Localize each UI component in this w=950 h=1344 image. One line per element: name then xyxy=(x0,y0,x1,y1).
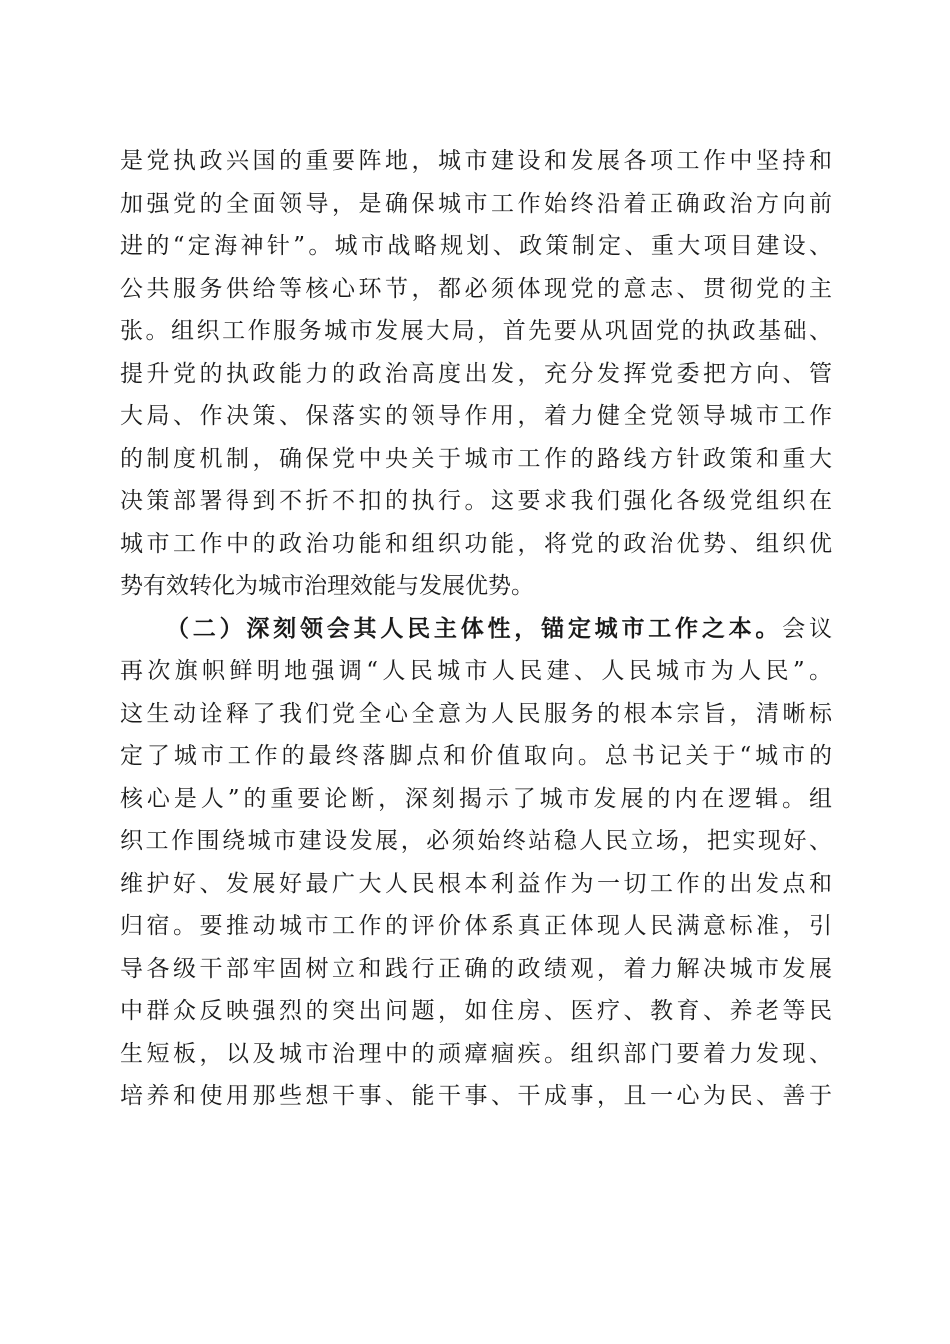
text-line: 城市工作中的政治功能和组织功能，将党的政治优势、组织优 xyxy=(120,530,832,557)
text-line: 织工作围绕城市建设发展，必须始终站稳人民立场，把实现好、 xyxy=(120,828,832,854)
paragraph-2 xyxy=(120,608,832,1118)
text-line: 核心是人”的重要论断，深刻揭示了城市发展的内在逻辑。组 xyxy=(120,785,832,812)
paragraph-1 xyxy=(120,140,832,608)
text-line: 大局、作决策、保落实的领导作用，着力健全党领导城市工作 xyxy=(120,403,832,429)
text-line: 提升党的执政能力的政治高度出发，充分发挥党委把方向、管 xyxy=(120,360,832,387)
text-line: 中群众反映强烈的突出问题，如住房、医疗、教育、养老等民 xyxy=(120,998,832,1024)
text-line: 导各级干部牢固树立和践行正确的政绩观，着力解决城市发展 xyxy=(120,955,832,982)
text-line: 生短板，以及城市治理中的顽瘴痼疾。组织部门要着力发现、 xyxy=(120,1040,832,1067)
text-line: 进的“定海神针”。城市战略规划、政策制定、重大项目建设、 xyxy=(120,233,832,259)
text-line: 这生动诠释了我们党全心全意为人民服务的根本宗旨，清晰标 xyxy=(120,700,832,727)
text-line: 势有效转化为城市治理效能与发展优势。 xyxy=(120,573,534,599)
text-line: 再次旗帜鲜明地强调“人民城市人民建、人民城市为人民”。 xyxy=(120,658,832,684)
heading-line xyxy=(120,608,832,651)
text-line: 公共服务供给等核心环节，都必须体现党的意志、贯彻党的主 xyxy=(120,275,832,302)
text-line: 培养和使用那些想干事、能干事、干成事，且一心为民、善于 xyxy=(120,1083,832,1109)
heading-line-rest: 会议 xyxy=(782,615,833,642)
text-line: 加强党的全面领导，是确保城市工作始终沿着正确政治方向前 xyxy=(120,190,832,217)
text-line: 定了城市工作的最终落脚点和价值取向。总书记关于“城市的 xyxy=(120,743,832,769)
section-heading: （二）深刻领会其人民主体性，锚定城市工作之本。 xyxy=(166,615,783,642)
text-line: 的制度机制，确保党中央关于城市工作的路线方针政策和重大 xyxy=(120,445,832,472)
text-line: 张。组织工作服务城市发展大局，首先要从巩固党的执政基础、 xyxy=(120,318,832,344)
text-line: 维护好、发展好最广大人民根本利益作为一切工作的出发点和 xyxy=(120,870,832,897)
text-line: 是党执政兴国的重要阵地，城市建设和发展各项工作中坚持和 xyxy=(120,148,832,174)
text-line: 决策部署得到不折不扣的执行。这要求我们强化各级党组织在 xyxy=(120,488,832,514)
body-text xyxy=(120,140,832,1118)
text-line: 归宿。要推动城市工作的评价体系真正体现人民满意标准，引 xyxy=(120,913,832,939)
